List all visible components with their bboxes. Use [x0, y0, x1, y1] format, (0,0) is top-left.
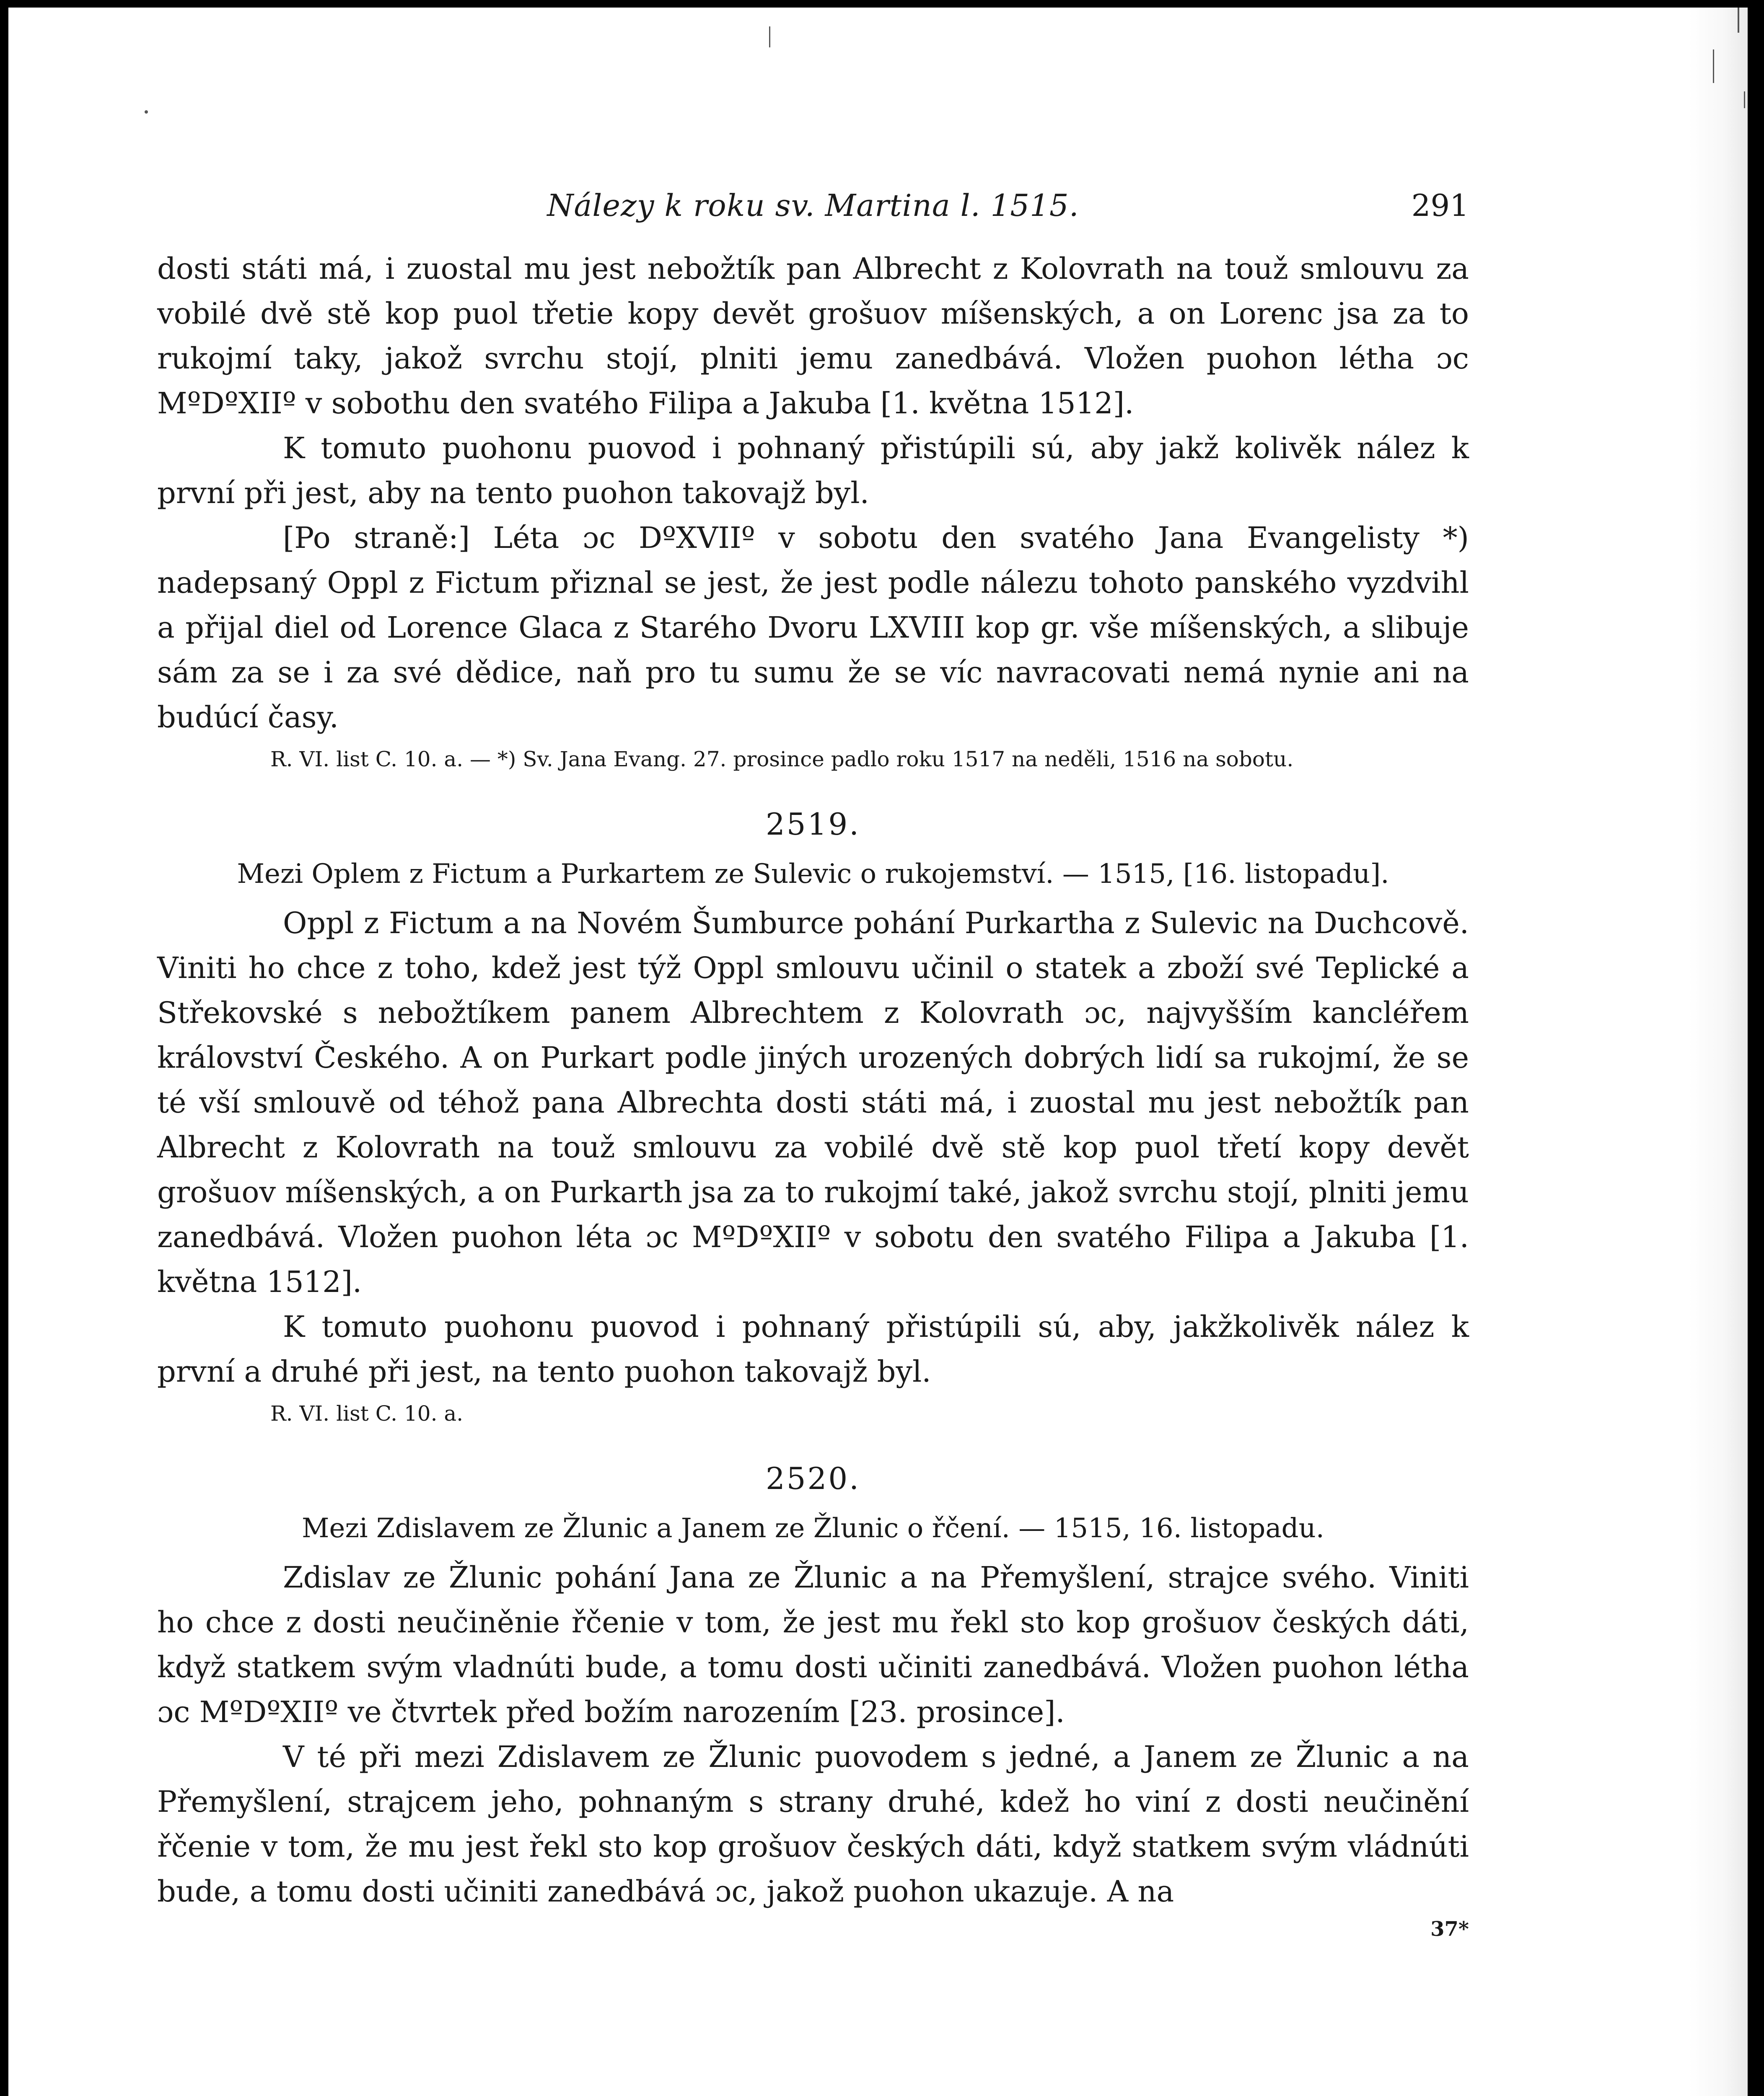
source-note: R. VI. list C. 10. a. — *) Sv. Jana Evang. 27. prosince padlo roku 1517 na neděli, 1516 na sobotu.: [270, 747, 1294, 771]
entry-number: 2520.: [765, 1461, 861, 1496]
scan-artifact: [1744, 91, 1745, 108]
scan-edge-shadow: [1689, 8, 1748, 2096]
scan-artifact: [769, 26, 770, 47]
scan-artifact: [145, 110, 148, 114]
scanned-page: [8, 8, 1748, 2096]
paragraph: V té při mezi Zdislavem ze Žlunic puovodem s jedné, a Janem ze Žlunic a na Přemyšlení, strajcem jeho, pohnaným s strany druhé, kdež ho viní z dosti neučinění řčenie v tom, že mu jest řekl sto kop grošuov českých dáti, když statkem svým vládnúti bude, a tomu dosti učiniti zanedbává ɔc, jakož puohon ukazuje. A na: [157, 1740, 1469, 1909]
paragraph: K tomuto puohonu puovod i pohnaný přistúpili sú, aby, jakžkolivěk nález k první a druhé při jest, na tento puohon takovajž byl.: [157, 1310, 1469, 1389]
entry-summary: Mezi Zdislavem ze Žlunic a Janem ze Žlunic o řčení. — 1515, 16. listopadu.: [301, 1513, 1325, 1544]
scan-artifact: [1713, 49, 1714, 83]
running-head: Nálezy k roku sv. Martina l. 1515.: [547, 188, 1079, 223]
source-note: R. VI. list C. 10. a.: [270, 1401, 464, 1426]
entry-number: 2519.: [765, 807, 861, 842]
paragraph: Oppl z Fictum a na Novém Šumburce pohání Purkartha z Sulevic na Duchcově. Viniti ho chce z toho, kdež jest týž Oppl smlouvu učinil o statek a zboží své Teplické a Střekovské s nebožtíkem panem Albrechtem z Kolovrath ɔc, najvyšším kancléřem království Českého. A on Purkart podle jiných urozených dobrých lidí sa rukojmí, že se té vší smlouvě od téhož pana Albrechta dosti státi má, i zuostal mu jest nebožtík pan Albrecht z Kolovrath na touž smlouvu za vobilé dvě stě kop puol třetí kopy devět grošuov míšenských, a on Purkarth jsa za to rukojmí také, jakož svrchu stojí, plniti jemu zanedbává. Vložen puohon léta ɔc MºDºXIIº v sobotu den svatého Filipa a Jakuba [1. května 1512].: [157, 906, 1469, 1299]
scan-artifact: [1738, 8, 1739, 33]
paragraph: Zdislav ze Žlunic pohání Jana ze Žlunic a na Přemyšlení, strajce svého. Viniti ho chce z dosti neučiněnie řčenie v tom, že jest mu řekl sto kop grošuov českých dáti, když statkem svým vladnúti bude, a tomu dosti učiniti zanedbává. Vložen puohon létha ɔc MºDºXIIº ve čtvrtek před božím narozením [23. prosince].: [157, 1560, 1469, 1729]
page-number: 291: [1411, 188, 1469, 223]
paragraph: [Po straně:] Léta ɔc DºXVIIº v sobotu den svatého Jana Evangelisty *) nadepsaný Oppl z Fictum přiznal se jest, že jest podle nálezu tohoto panského vyzdvihl a přijal diel od Lorence Glaca z Starého Dvoru LXVIII kop gr. vše míšenských, a slibuje sám za se i za své dědice, naň pro tu sumu že se víc navracovati nemá nynie ani na budúcí časy.: [157, 521, 1469, 734]
paragraph: dosti státi má, i zuostal mu jest nebožtík pan Albrecht z Kolovrath na touž smlouvu za vobilé dvě stě kop puol třetie kopy devět grošuov míšenských, a on Lorenc jsa za to rukojmí taky, jakož svrchu stojí, plniti jemu zanedbává. Vložen puohon létha ɔc MºDºXIIº v sobothu den svatého Filipa a Jakuba [1. května 1512].: [157, 252, 1469, 420]
entry-summary: Mezi Oplem z Fictum a Purkartem ze Sulevic o rukojemství. — 1515, [16. listopadu].: [237, 859, 1389, 890]
page-header: [157, 188, 1469, 246]
signature-mark: 37*: [1430, 1917, 1469, 1941]
page-text: [157, 188, 1469, 1941]
paragraph: K tomuto puohonu puovod i pohnaný přistúpili sú, aby jakž kolivěk nález k první při jest, aby na tento puohon takovajž byl.: [157, 431, 1469, 510]
